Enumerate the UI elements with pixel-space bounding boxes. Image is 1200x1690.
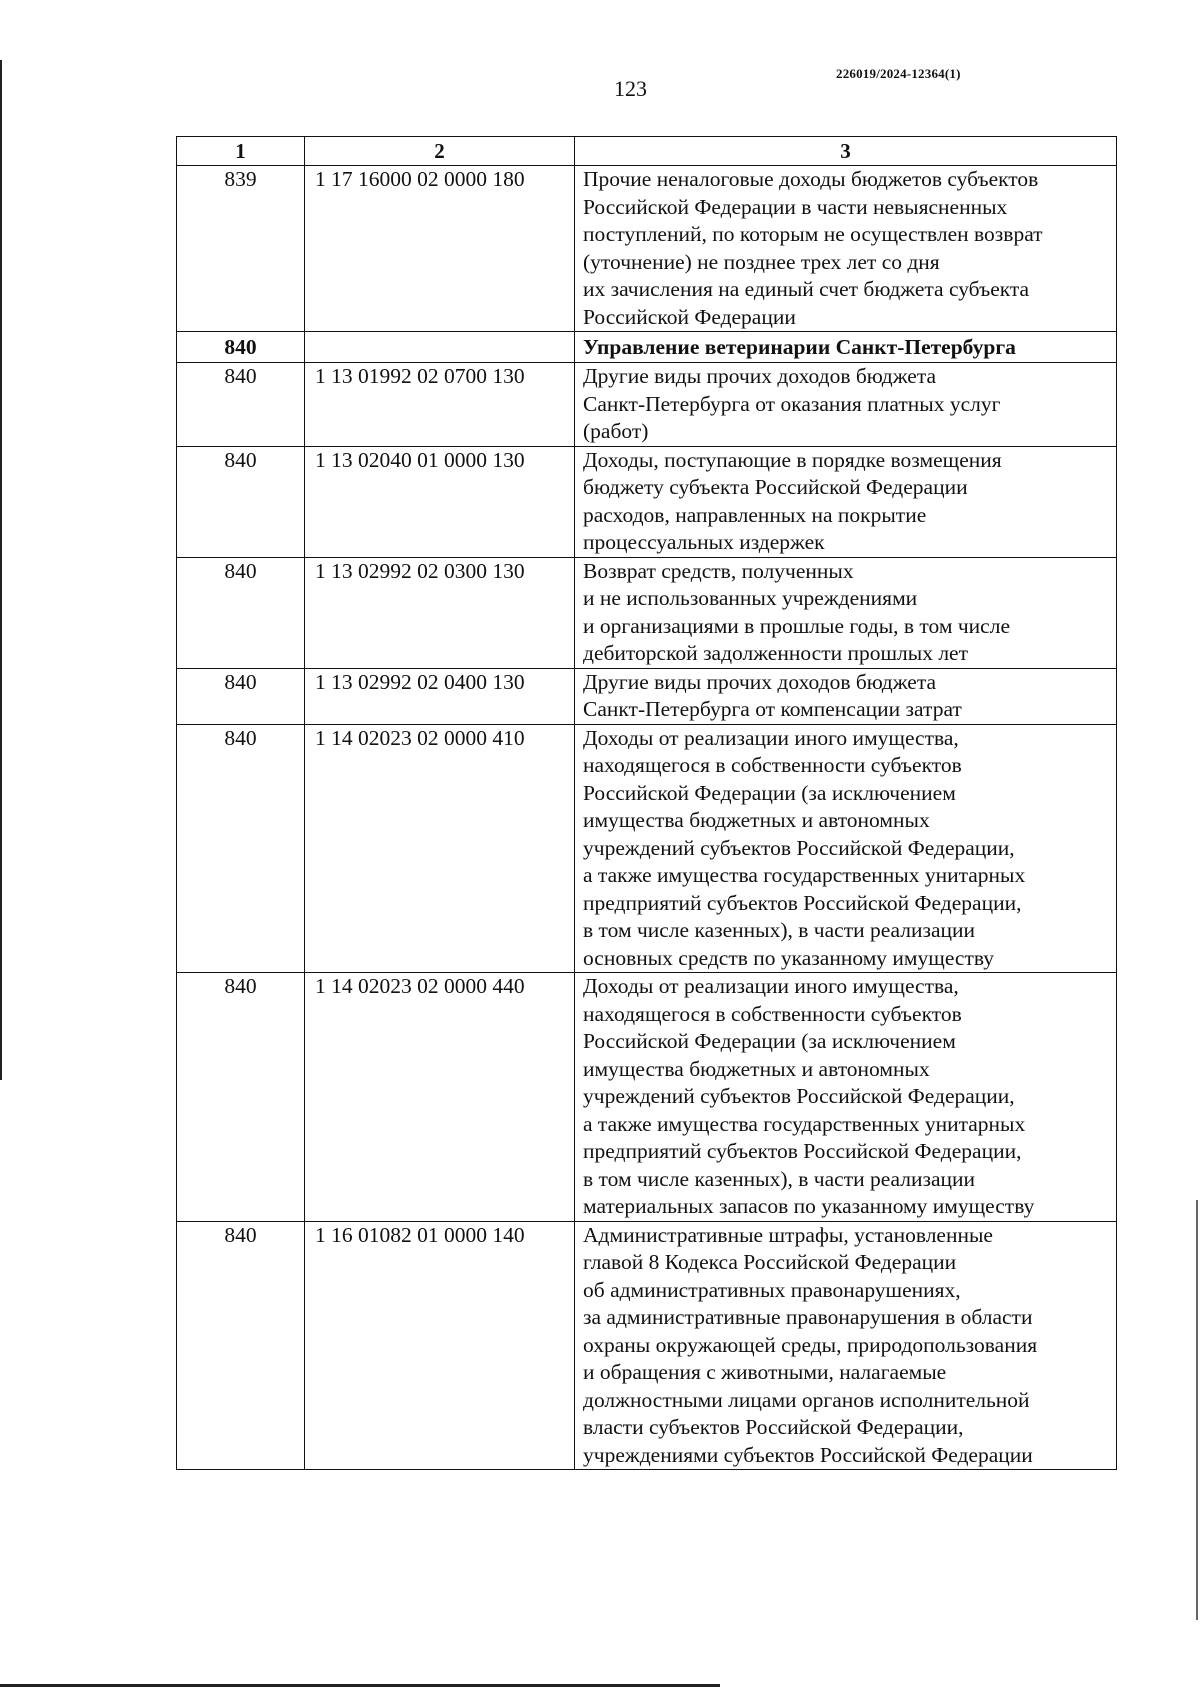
description-line: Российской Федерации (за исключением xyxy=(583,780,956,805)
description-line: Санкт-Петербурга от оказания платных услуг xyxy=(583,391,1001,416)
description-cell xyxy=(575,668,1117,724)
revenue-code-cell: 1 13 02992 02 0400 130 xyxy=(305,668,575,724)
description-cell xyxy=(575,557,1117,668)
admin-code-cell: 840 xyxy=(177,363,305,447)
revenue-code-cell: 1 17 16000 02 0000 180 xyxy=(305,166,575,332)
description-line: Доходы от реализации иного имущества, xyxy=(583,974,959,998)
description-line: Доходы от реализации иного имущества, xyxy=(583,725,959,750)
description-line: охраны окружающей среды, природопользования xyxy=(583,1332,1038,1357)
revenue-code-cell: 1 13 02992 02 0300 130 xyxy=(305,557,575,668)
revenue-code-cell: 1 16 01082 01 0000 140 xyxy=(305,1221,575,1470)
table-row xyxy=(177,363,1117,447)
column-header: 2 xyxy=(305,137,575,166)
table-row xyxy=(177,973,1117,1222)
table-section-row xyxy=(177,332,1117,363)
admin-code-cell: 840 xyxy=(177,1221,305,1470)
description-line: их зачисления на единый счет бюджета субъекта xyxy=(583,277,1030,301)
description-line: и не использованных учреждениями xyxy=(583,586,918,610)
table-row xyxy=(177,668,1117,724)
scan-edge-bottom xyxy=(0,1684,720,1687)
description-line: расходов, направленных на покрытие xyxy=(583,502,927,527)
description-cell xyxy=(575,973,1117,1222)
description-line: основных средств по указанному имуществу xyxy=(583,945,995,970)
description-line: а также имущества государственных унитарных xyxy=(583,1111,1026,1136)
description-line: процессуальных издержек xyxy=(583,530,825,554)
scan-edge-left xyxy=(0,60,2,1080)
table-row xyxy=(177,446,1117,557)
table-row xyxy=(177,557,1117,668)
description-line: Прочие неналоговые доходы бюджетов субъектов xyxy=(583,167,1039,191)
description-cell xyxy=(575,332,1117,363)
description-line: власти субъектов Российской Федерации, xyxy=(583,1415,964,1439)
table-row xyxy=(177,724,1117,973)
description-line: в том числе казенных), в части реализации xyxy=(583,918,976,942)
description-line: находящегося в собственности субъектов xyxy=(583,1001,962,1026)
admin-code-cell: 840 xyxy=(177,446,305,557)
admin-code-cell: 840 xyxy=(177,557,305,668)
description-line: Российской Федерации в части невыясненных xyxy=(583,194,1008,219)
description-line: Другие виды прочих доходов бюджета xyxy=(583,669,937,694)
description-line: имущества бюджетных и автономных xyxy=(583,1056,930,1081)
admin-code-cell: 840 xyxy=(177,724,305,973)
table-row xyxy=(177,166,1117,332)
description-line: учреждениями субъектов Российской Федерации xyxy=(583,1442,1033,1467)
table-body xyxy=(177,166,1117,1470)
description-line: Административные штрафы, установленные xyxy=(583,1222,993,1247)
description-cell xyxy=(575,166,1117,332)
description-cell xyxy=(575,363,1117,447)
column-header: 3 xyxy=(575,137,1117,166)
admin-code-cell: 839 xyxy=(177,166,305,332)
description-line: учреждений субъектов Российской Федерации, xyxy=(583,835,1015,860)
description-line: Доходы, поступающие в порядке возмещения xyxy=(583,447,1002,472)
description-line: (работ) xyxy=(583,419,649,443)
description-line: имущества бюджетных и автономных xyxy=(583,808,930,832)
page-number: 123 xyxy=(614,76,647,101)
description-line: и организациями в прошлые годы, в том числе xyxy=(583,613,1010,638)
scan-edge-right xyxy=(1196,1200,1198,1620)
description-line: должностными лицами органов исполнительной xyxy=(583,1387,1030,1412)
budget-codes-table xyxy=(176,136,1117,1470)
admin-code-cell: 840 xyxy=(177,332,305,363)
description-line: дебиторской задолженности прошлых лет xyxy=(583,641,968,665)
column-header: 1 xyxy=(177,137,305,166)
description-line: об административных правонарушениях, xyxy=(583,1277,961,1302)
description-cell xyxy=(575,1221,1117,1470)
admin-code-cell: 840 xyxy=(177,668,305,724)
description-line: (уточнение) не позднее трех лет со дня xyxy=(583,249,940,274)
description-line: Санкт-Петербурга от компенсации затрат xyxy=(583,697,962,721)
description-line: предприятий субъектов Российской Федерации, xyxy=(583,1139,1022,1163)
description-line: и обращения с животными, налагаемые xyxy=(583,1360,947,1384)
admin-code-cell: 840 xyxy=(177,973,305,1222)
description-line: Российской Федерации (за исключением xyxy=(583,1029,956,1053)
description-cell xyxy=(575,724,1117,973)
revenue-code-cell xyxy=(305,332,575,363)
description-line: главой 8 Кодекса Российской Федерации xyxy=(583,1250,957,1274)
description-line: находящегося в собственности субъектов xyxy=(583,753,962,777)
description-line: за административные правонарушения в области xyxy=(583,1305,1033,1329)
revenue-code-cell: 1 14 02023 02 0000 410 xyxy=(305,724,575,973)
description-line: материальных запасов по указанному имуществу xyxy=(583,1194,1035,1218)
description-cell xyxy=(575,446,1117,557)
description-line: в том числе казенных), в части реализации xyxy=(583,1166,976,1191)
revenue-code-cell: 1 13 02040 01 0000 130 xyxy=(305,446,575,557)
description-line: учреждений субъектов Российской Федерации, xyxy=(583,1084,1015,1108)
description-line: поступлений, по которым не осуществлен возврат xyxy=(583,222,1043,246)
description-line: Другие виды прочих доходов бюджета xyxy=(583,364,937,388)
table-header-row xyxy=(177,137,1117,166)
revenue-code-cell: 1 13 01992 02 0700 130 xyxy=(305,363,575,447)
document-id: 226019/2024-12364(1) xyxy=(836,66,961,81)
description-line: Российской Федерации xyxy=(583,304,796,329)
description-line: а также имущества государственных унитарных xyxy=(583,863,1026,887)
description-line: Возврат средств, полученных xyxy=(583,558,854,583)
description-line: предприятий субъектов Российской Федерации, xyxy=(583,890,1022,915)
table-row xyxy=(177,1221,1117,1470)
revenue-code-cell: 1 14 02023 02 0000 440 xyxy=(305,973,575,1222)
description-line: Управление ветеринарии Санкт-Петербурга xyxy=(583,335,1016,359)
description-line: бюджету субъекта Российской Федерации xyxy=(583,475,968,499)
